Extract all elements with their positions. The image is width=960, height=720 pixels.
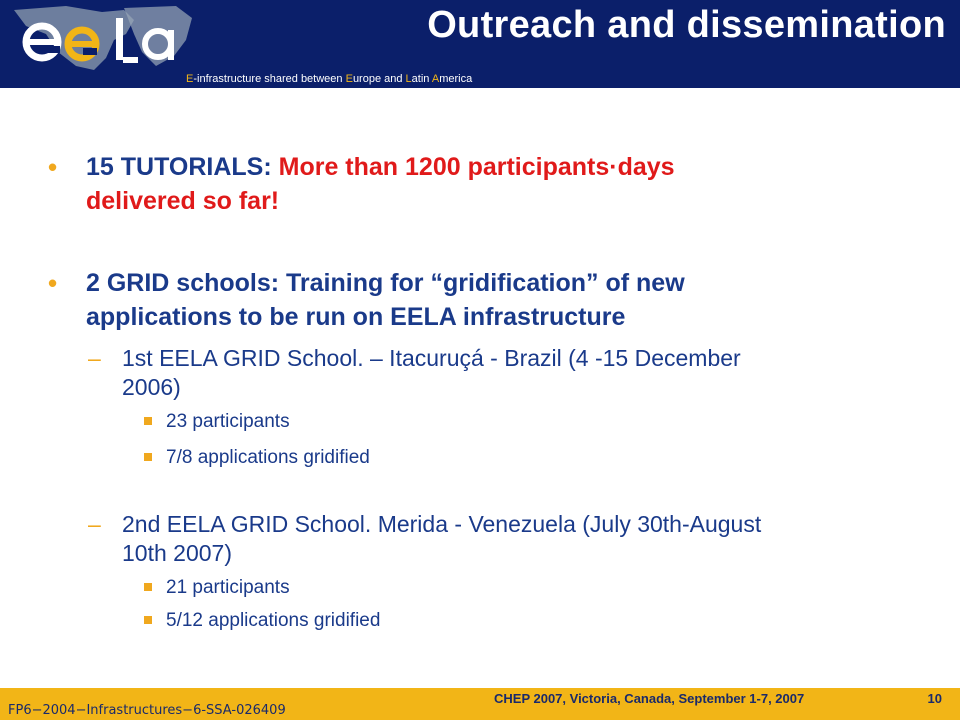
slide-title: Outreach and dissemination — [427, 4, 946, 46]
school-1 — [88, 344, 888, 402]
schools-line1: 2 GRID schools: Training for “gridification” of new — [86, 269, 685, 297]
slide-content — [0, 88, 960, 688]
footer-event: CHEP 2007, Victoria, Canada, September 1-7, 2007 — [494, 691, 805, 706]
bullet-dot-icon: • — [48, 268, 58, 298]
slide-header — [0, 0, 960, 88]
dash-icon: – — [88, 345, 101, 371]
square-bullet-icon — [144, 616, 152, 624]
ee-la-logo-icon — [6, 4, 196, 72]
school-2-item: 21 participants — [144, 575, 290, 601]
dash-icon: – — [88, 511, 101, 537]
school-1-item: 23 participants — [144, 409, 290, 435]
page-number: 10 — [927, 691, 942, 706]
school-2-item: 5/12 applications gridified — [144, 608, 380, 634]
school-1-item: 7/8 applications gridified — [144, 445, 370, 471]
school-1-line2: 2006) — [122, 374, 181, 400]
school-2 — [88, 510, 888, 568]
bullet-tutorials — [48, 150, 916, 218]
bullet-dot-icon: • — [48, 152, 58, 182]
square-bullet-icon — [144, 417, 152, 425]
tutorials-lead: 15 TUTORIALS: — [86, 153, 272, 181]
header-tagline: E-infrastructure shared between Europe and Latin America — [186, 73, 473, 85]
square-bullet-icon — [144, 453, 152, 461]
school-2-line2: 10th 2007) — [122, 540, 232, 566]
square-bullet-icon — [144, 583, 152, 591]
schools-line2: applications to be run on EELA infrastructure — [86, 303, 626, 331]
bullet-schools — [48, 266, 916, 334]
slide-footer — [0, 688, 960, 720]
tutorials-highlight: More than 1200 participants·days — [278, 153, 675, 181]
school-2-line1: 2nd EELA GRID School. Merida - Venezuela (July 30th-August — [122, 511, 762, 537]
tutorials-highlight-cont: delivered so far! — [86, 187, 280, 215]
footer-project-code: FP6−2004−Infrastructures−6-SSA-026409 — [8, 703, 286, 718]
school-1-line1: 1st EELA GRID School. – Itacuruçá - Brazil (4 -15 December — [122, 345, 741, 371]
